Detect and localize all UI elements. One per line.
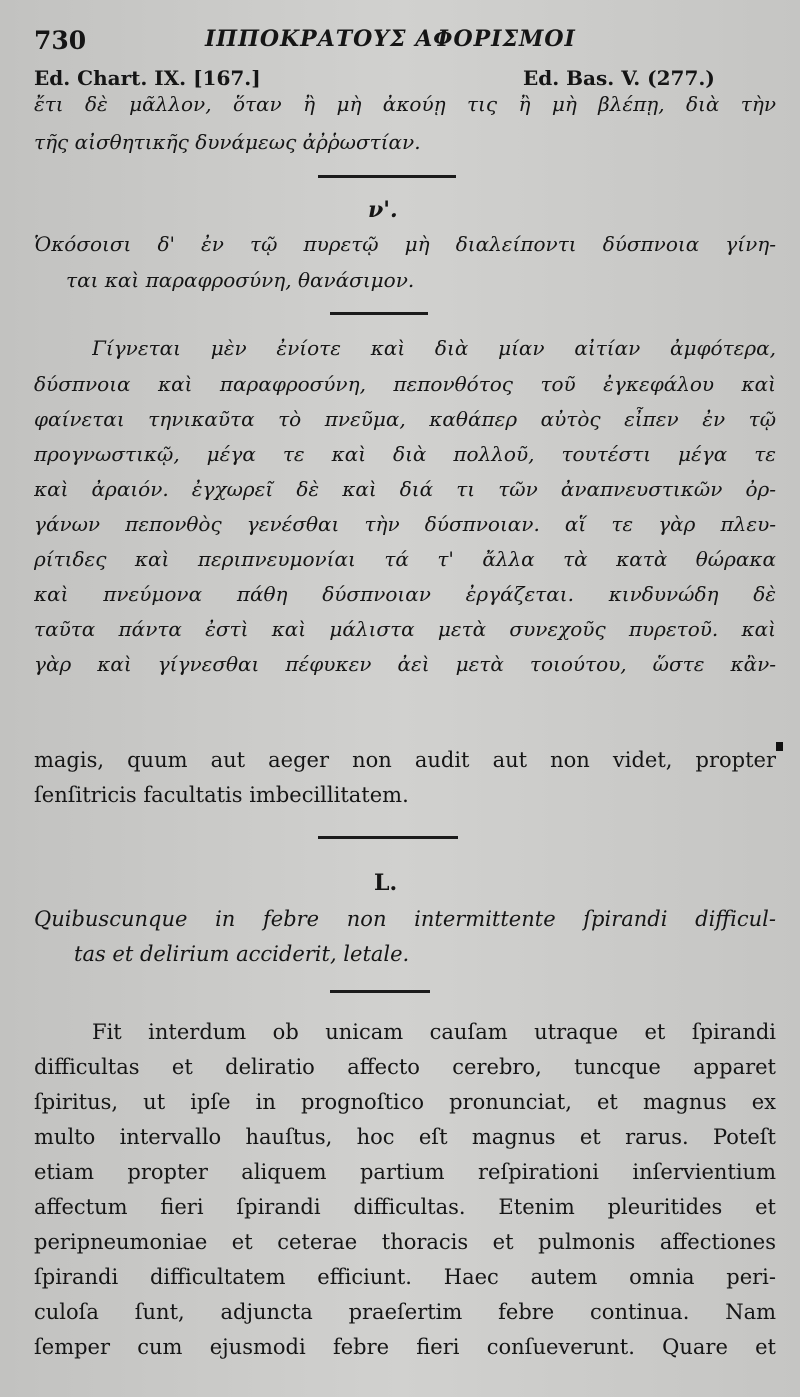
greek-continuation-line: ἔτι δὲ μᾶλλον, ὅταν ἢ μὴ ἀκούῃ τις ἢ μὴ βλέπῃ, διὰ τὴν — [34, 92, 776, 116]
latin-section-number: L. — [374, 870, 398, 896]
latin-commentary-line: culoſa ſunt, adjuncta praeſertim febre continua. Nam — [34, 1300, 776, 1324]
greek-commentary-line: φαίνεται τηνικαῦτα τὸ πνεῦμα, καθάπερ αὐτὸς εἶπεν ἐν τῷ — [34, 407, 776, 431]
latin-commentary-line: ſpiritus, ut ipſe in prognoſtico pronunciat, et magnus ex — [34, 1090, 776, 1114]
edition-reference-right: Ed. Bas. V. (277.) — [523, 66, 715, 90]
latin-commentary-line: affectum fieri ſpirandi difficultas. Etenim pleuritides et — [34, 1195, 776, 1219]
section-divider — [330, 312, 428, 315]
latin-commentary-line: ſpirandi difficultatem efficiunt. Haec autem omnia peri- — [34, 1265, 776, 1289]
latin-continuation-line: ſenſitricis facultatis imbecillitatem. — [34, 783, 409, 807]
greek-commentary-line: Γίγνεται μὲν ἐνίοτε καὶ διὰ μίαν αἰτίαν ἀμφότερα, — [92, 336, 776, 360]
greek-commentary-line: δύσπνοια καὶ παραφροσύνη, πεπονθότος τοῦ ἐγκεφάλου καὶ — [34, 372, 776, 396]
latin-commentary-line: peripneumoniae et ceterae thoracis et pulmonis affectiones — [34, 1230, 776, 1254]
latin-continuation-line: magis, quum aut aeger non audit aut non videt, propter — [34, 748, 776, 772]
ink-mark — [776, 742, 783, 751]
greek-aphorism-line: ται καὶ παραφροσύνη, θανάσιμον. — [66, 268, 415, 292]
section-divider — [318, 836, 458, 839]
edition-reference-left: Ed. Chart. IX. [167.] — [34, 66, 261, 90]
greek-aphorism-line: Ὁκόσοισι δ' ἐν τῷ πυρετῷ μὴ διαλείποντι δύσπνοια γίνη- — [34, 232, 776, 256]
latin-commentary-line: multo intervallo hauſtus, hoc eſt magnus et rarus. Poteſt — [34, 1125, 776, 1149]
greek-commentary-line: ταῦτα πάντα ἐστὶ καὶ μάλιστα μετὰ συνεχοῦς πυρετοῦ. καὶ — [34, 617, 776, 641]
latin-commentary-line: difficultas et deliratio affecto cerebro, tuncque apparet — [34, 1055, 776, 1079]
greek-commentary-line: καὶ πνεύμονα πάθη δύσπνοιαν ἐργάζεται. κινδυνώδη δὲ — [34, 582, 776, 606]
greek-commentary-line: ρίτιδες καὶ περιπνευμονίαι τά τ' ἄλλα τὰ κατὰ θώρακα — [34, 547, 776, 571]
latin-commentary-line: Fit interdum ob unicam cauſam utraque et ſpirandi — [92, 1020, 776, 1044]
section-divider — [330, 990, 430, 993]
greek-commentary-line: γάνων πεπονθὸς γενέσθαι τὴν δύσπνοιαν. αἵ τε γὰρ πλευ- — [34, 512, 776, 536]
greek-section-number: ν'. — [368, 197, 398, 223]
latin-commentary-line: etiam propter aliquem partium reſpirationi inſervientium — [34, 1160, 776, 1184]
section-divider — [318, 175, 456, 178]
latin-aphorism-line: tas et delirium acciderit, letale. — [74, 942, 410, 966]
latin-aphorism-line: Quibuscunque in febre non intermittente ſpirandi difficul- — [34, 907, 776, 931]
greek-commentary-line: καὶ ἀραιόν. ἐγχωρεῖ δὲ καὶ διά τι τῶν ἀναπνευστικῶν ὀρ- — [34, 477, 776, 501]
latin-commentary-line: ſemper cum ejusmodi febre fieri conſueverunt. Quare et — [34, 1335, 776, 1359]
greek-commentary-line: γὰρ καὶ γίγνεσθαι πέφυκεν ἀεὶ μετὰ τοιούτου, ὥστε κἂν- — [34, 652, 776, 676]
greek-continuation-line: τῆς αἰσθητικῆς δυνάμεως ἀῤῥωστίαν. — [34, 130, 421, 154]
running-title: ΙΠΠΟΚΡΑΤΟΥΣ ΑΦΟΡΙΣΜΟΙ — [205, 26, 576, 52]
greek-commentary-line: προγνωστικῷ, μέγα τε καὶ διὰ πολλοῦ, τουτέστι μέγα τε — [34, 442, 776, 466]
page-number: 730 — [34, 26, 87, 55]
